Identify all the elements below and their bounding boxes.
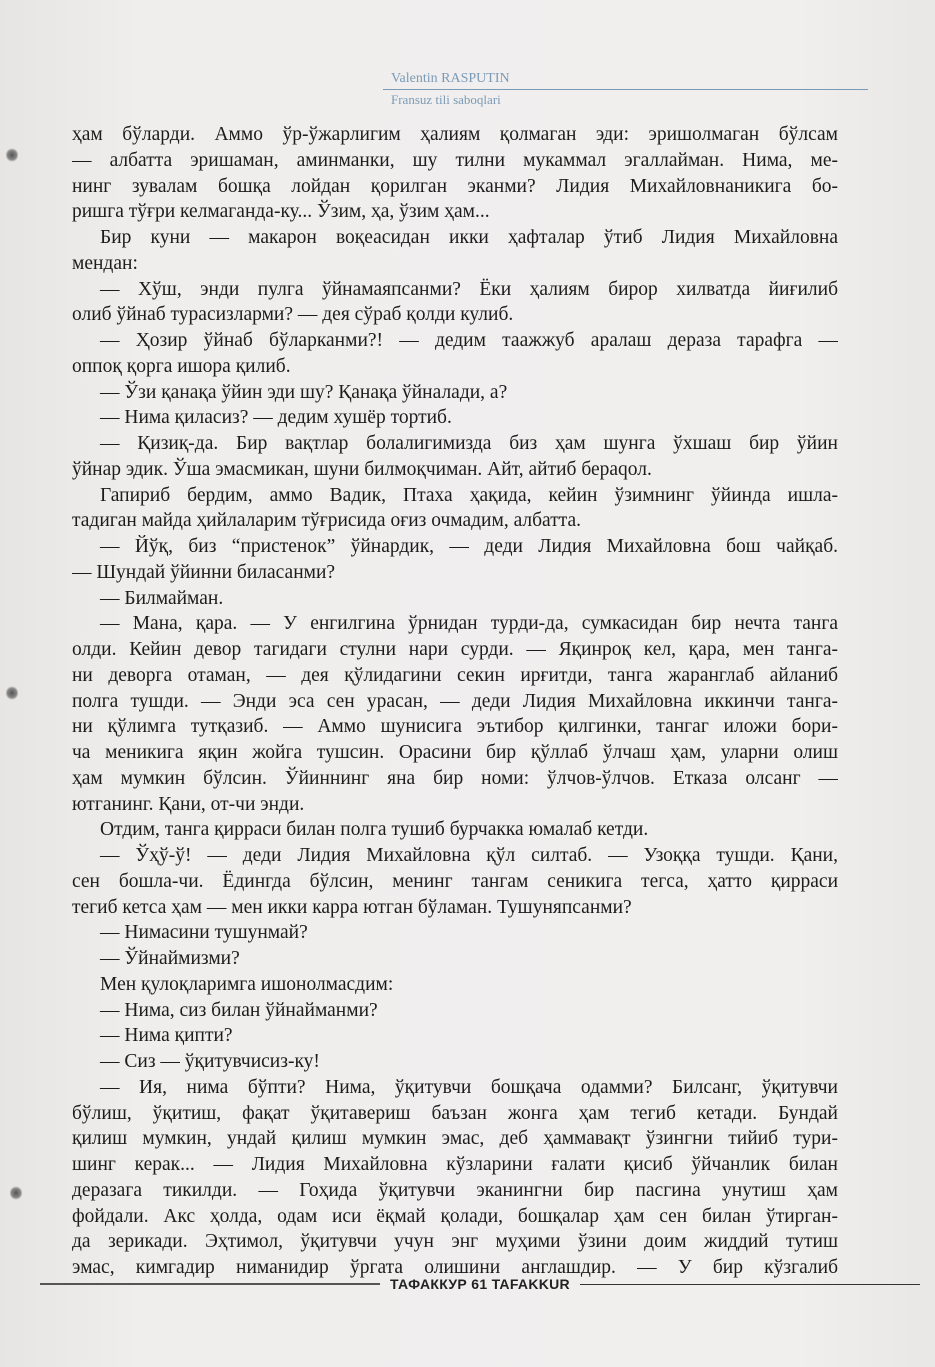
text-line: Отдим, танга қирраси билан полга тушиб бурчакка юмалаб кетди. bbox=[100, 819, 649, 841]
text-line: — Ўҳў-ў! — деди Лидия Михайловна қўл силтаб. — Узоққа тушди. Қани, bbox=[100, 845, 838, 866]
running-head-rule bbox=[383, 89, 868, 90]
footer-label: ТАФАККУР 61 TAFAKKUR bbox=[390, 1276, 570, 1292]
text-line: олди. Кейин девор тагидаги стулни нари сурди. — Яқинроқ кел, қара, мен танга- bbox=[72, 639, 838, 660]
text-line: — Қизиқ-да. Бир вақтлар болалигимизда биз ҳам шунга ўхшаш бир ўйин bbox=[100, 433, 838, 454]
text-line: — Ия, нима бўпти? Нима, ўқитувчи бошқача одамми? Билсанг, ўқитувчи bbox=[100, 1076, 838, 1098]
body-text bbox=[72, 122, 838, 1281]
text-line: фойдали. Акс ҳолда, одам иси ёқмай қолади, бошқалар ҳам сен билан ўтирган- bbox=[72, 1205, 838, 1227]
text-line: — Нима қиласиз? — дедим хушёр тортиб. bbox=[100, 407, 452, 429]
text-line: — Ҳозир ўйнаб бўларканми?! — дедим таажжуб аралаш дераза тарафга — bbox=[100, 330, 838, 351]
page-footer bbox=[40, 1276, 920, 1292]
text-line: — Шундай ўйинни биласанми? bbox=[72, 561, 336, 583]
text-line: қилиш мумкин, ундай қилиш мумкин эмас, деб ҳаммавақт ўзингни тийиб тури- bbox=[72, 1128, 838, 1150]
text-line: — Ўйнаймизми? bbox=[100, 948, 240, 969]
running-head-author: Valentin RASPUTIN bbox=[391, 71, 510, 86]
text-line: оппоқ қорга ишора қилиб. bbox=[72, 355, 291, 377]
text-line: деразага тикилди. — Гоҳида ўқитувчи эканингни бир пасгина унутиш ҳам bbox=[72, 1179, 838, 1201]
binding-hole bbox=[10, 1186, 22, 1200]
text-line: Бир куни — макарон воқеасидан икки ҳафталар ўтиб Лидия Михайловна bbox=[100, 227, 838, 248]
text-line: нинг зувалам бошқа лойдан қорилган эканми? Лидия Михайловнаникига бо- bbox=[72, 175, 838, 197]
text-line: ришга тўғри келмаганда-ку... Ўзим, ҳа, ўзим ҳам... bbox=[72, 201, 490, 223]
binding-hole bbox=[6, 148, 18, 162]
text-line: — Мана, қара. — У енгилгина ўрнидан турди-да, сумкасидан бир нечта танга bbox=[100, 613, 838, 635]
text-line: ча меникига яқин жойга тушсин. Орасини бир қўллаб ўлчаш ҳам, уларни олиш bbox=[72, 742, 838, 763]
text-line: — Хўш, энди пулга ўйнамаяпсанми? Ёки ҳалиям бирор хилватда йиғилиб bbox=[100, 278, 838, 300]
text-line: шинг керак... — Лидия Михайловна кўзларини ғалати қисиб ўйчанлик билан bbox=[72, 1154, 838, 1175]
text-line: — Нима, сиз билан ўйнайманми? bbox=[100, 999, 378, 1021]
text-line: ютганинг. Қани, от-чи энди. bbox=[72, 793, 305, 815]
text-line: Мен қулоқларимга ишонолмасдим: bbox=[100, 973, 394, 995]
text-line: ни қўлимга тутқазиб. — Аммо шунисига эътибор қилгинки, тангаг иложи бори- bbox=[72, 716, 838, 738]
text-line: сен бошла-чи. Ёдингда бўлсин, менинг тангам сеникига тегса, ҳатто қирраси bbox=[72, 870, 838, 892]
running-head-subtitle: Fransuz tili saboqlari bbox=[391, 92, 501, 107]
text-line: — Нима қипти? bbox=[100, 1025, 233, 1047]
text-line: бўлиш, ўқитиш, фақат ўқитавериш баъзан жонга ҳам тегиб кетади. Бундай bbox=[72, 1102, 838, 1124]
text-line: олиб ўйнаб турасизларми? — дея сўраб қолди кулиб. bbox=[72, 304, 514, 326]
text-line: тегиб кетса ҳам — мен икки карра ютган бўламан. Тушуняпсанми? bbox=[72, 896, 632, 918]
text-line: ни деворга отаман, — дея қўлидагини секин ирғитди, танга жаранглаб айланиб bbox=[72, 664, 838, 686]
text-line: полга тушди. — Энди эса сен урасан, — деди Лидия Михайловна иккинчи танга- bbox=[72, 690, 838, 712]
text-line: да зерикади. Эҳтимол, ўқитувчи учун энг муҳими ўзини доим жиддий тутиш bbox=[72, 1231, 838, 1253]
footer-rule-right bbox=[580, 1284, 920, 1285]
footer-rule-left bbox=[40, 1283, 380, 1285]
running-head bbox=[383, 70, 868, 108]
text-line: мендан: bbox=[72, 252, 138, 274]
text-line: ҳам бўларди. Аммо ўр-ўжарлигим ҳалиям қолмаган эди: эришолмаган бўлсам bbox=[72, 124, 838, 145]
text-line: ўйнар эдик. Ўша эмасмикан, шуни билмоқчиман. Айт, айтиб бераqол. bbox=[72, 458, 652, 480]
text-line: — Билмайман. bbox=[100, 587, 224, 609]
binding-hole bbox=[6, 686, 18, 700]
text-line: — Сиз — ўқитувчисиз-ку! bbox=[100, 1051, 320, 1072]
text-line: — Йўқ, биз “пристенок” ўйнардик, — деди Лидия Михайловна бош чайқаб. bbox=[100, 536, 838, 557]
text-line: эмас, кимгадир ниманидир ўргата олишини англашдир. — У бир кўзгалиб bbox=[72, 1257, 838, 1278]
text-line: Гапириб бердим, аммо Вадик, Птаха ҳақида, кейин ўзимнинг ўйинда ишла- bbox=[100, 484, 838, 506]
text-line: ҳам мумкин бўлсин. Ўйиннинг яна бир номи: ўлчов-ўлчов. Етказа олсанг — bbox=[72, 767, 838, 789]
text-line: — албатта эришаман, аминманки, шу тилни мукаммал эгаллайман. Нима, ме- bbox=[72, 149, 838, 171]
text-line: тадиган майда ҳийлаларим тўғрисида оғиз очмадим, албатта. bbox=[72, 510, 582, 532]
text-line: — Ўзи қанақа ўйин эди шу? Қанақа ўйналади, а? bbox=[100, 381, 508, 403]
text-line: — Нимасини тушунмай? bbox=[100, 922, 308, 944]
